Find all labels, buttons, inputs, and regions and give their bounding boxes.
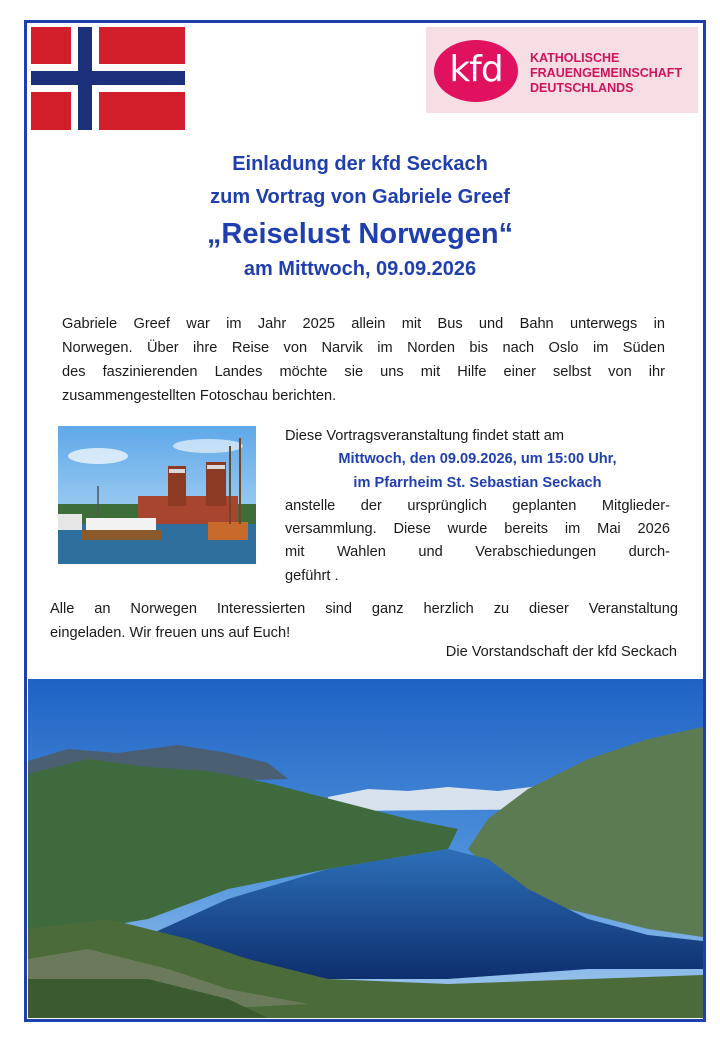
intro-paragraph: Gabriele Greef war im Jahr 2025 allein mit Bus und Bahn unterwegs in Norwegen. Über ihre Reise von Narvik im Norden bis nach Oslo im Süden des faszinierenden Landes möchte sie uns mit Hilfe einer selbst von ihr zusammengestellten Fotoschau berichten. <box>62 316 665 404</box>
norway-flag-image <box>31 27 185 130</box>
fjord-landscape-photo <box>28 679 703 1018</box>
event-details: Diese Vortragsveranstaltung findet statt am Mittwoch, den 09.09.2026, um 15:00 Uhr, im Pfarrheim St. Sebastian Seckach anstelle der ursprünglich geplanten Mitglieder- versammlung. Diese wurde bereits im Mai 2026 mit Wahlen und Verabschiedungen durch- geführt . <box>285 425 670 588</box>
event-intro: Diese Vortragsveranstaltung findet statt am <box>285 428 565 444</box>
signature: Die Vorstandschaft der kfd Seckach <box>445 644 677 660</box>
oslo-harbour-photo <box>58 426 256 564</box>
heading-invitation: Einladung der kfd Seckach <box>232 153 488 175</box>
closing-paragraph: Alle an Norwegen Interessierten sind ganz herzlich zu dieser Veranstaltung eingeladen. Wir freuen uns auf Euch! <box>50 601 678 641</box>
event-location: im Pfarrheim St. Sebastian Seckach <box>353 474 602 491</box>
event-datetime: Mittwoch, den 09.09.2026, um 15:00 Uhr, <box>338 451 617 468</box>
heading-title: „Reiselust Norwegen“ <box>206 218 514 250</box>
heading-date: am Mittwoch, 09.09.2026 <box>243 258 477 280</box>
kfd-logo <box>426 27 698 113</box>
heading-speaker: zum Vortrag von Gabriele Greef <box>210 186 510 208</box>
kfd-logo-org-name: KATHOLISCHE FRAUENGEMEINSCHAFT DEUTSCHLANDS <box>530 51 683 95</box>
kfd-logo-mark: kfd <box>449 49 503 90</box>
